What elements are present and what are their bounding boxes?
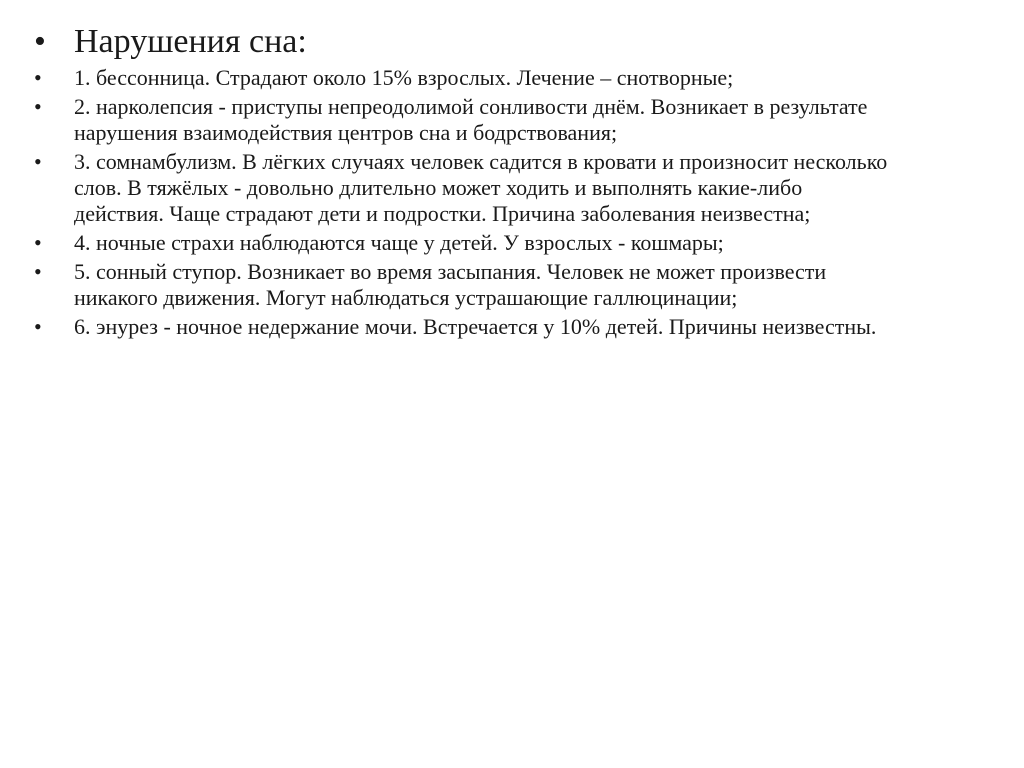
bullet-marker: • xyxy=(34,314,42,339)
heading-bullet: • xyxy=(34,23,46,60)
bullet-marker: • xyxy=(34,94,42,119)
slide-content xyxy=(34,22,894,340)
list-item-text: 5. сонный ступор. Возникает во время засыпания. Человек не может произвести никакого движения. Могут наблюдаться устрашающие галлюцинации; xyxy=(74,259,827,310)
list-item xyxy=(34,94,894,146)
list-item xyxy=(34,314,894,340)
list-item-text: 1. бессонница. Страдают около 15% взрослых. Лечение – снотворные; xyxy=(74,65,734,90)
list-item-text: 2. нарколепсия - приступы непреодолимой сонливости днём. Возникает в результате нарушения взаимодействия центров сна и бодрствования; xyxy=(74,94,868,145)
list-item-text: 6. энурез - ночное недержание мочи. Встречается у 10% детей. Причины неизвестны. xyxy=(74,314,877,339)
list-item xyxy=(34,65,894,91)
list-item xyxy=(34,259,894,311)
list-item-text: 4. ночные страхи наблюдаются чаще у детей. У взрослых - кошмары; xyxy=(74,230,724,255)
bullet-marker: • xyxy=(34,65,42,90)
list-item xyxy=(34,149,894,227)
bullet-marker: • xyxy=(34,230,42,255)
list-item xyxy=(34,230,894,256)
bullet-marker: • xyxy=(34,259,42,284)
list-item-text: 3. сомнамбулизм. В лёгких случаях человек садится в кровати и произносит несколько слов. В тяжёлых - довольно длительно может ходить и выполнять какие-либо действия. Чаще страдают дети и подростки. Причина заболевания неизвестна; xyxy=(74,149,888,226)
bullet-marker: • xyxy=(34,149,42,174)
slide-heading: Нарушения сна: xyxy=(74,23,307,60)
bullet-list xyxy=(34,65,894,340)
slide-heading-row xyxy=(34,22,894,62)
